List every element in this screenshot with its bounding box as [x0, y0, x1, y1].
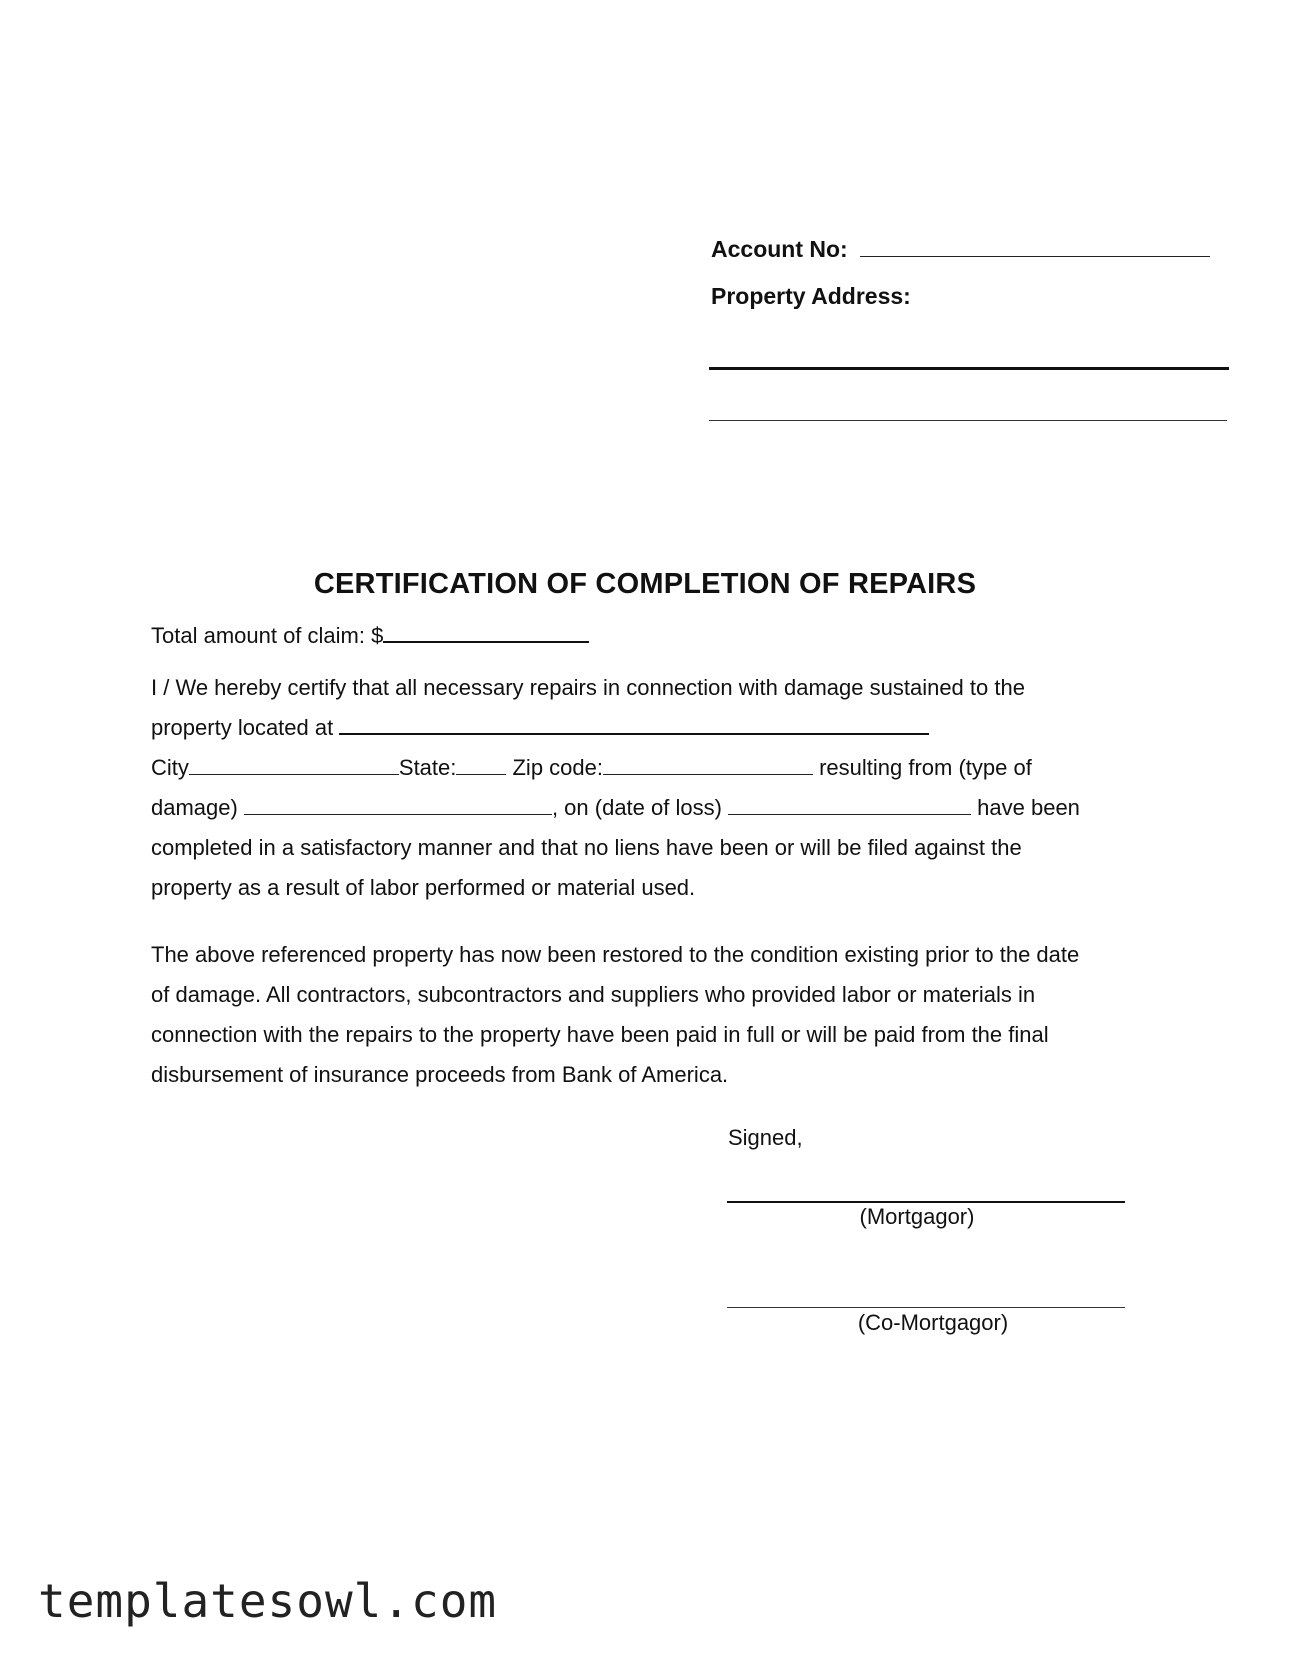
- property-location-field[interactable]: [339, 713, 929, 735]
- state-field[interactable]: [456, 754, 506, 775]
- certification-paragraph: [151, 668, 1141, 908]
- property-address-field-2[interactable]: [709, 420, 1227, 421]
- damage-date-row: [151, 788, 1141, 828]
- account-number-label: Account No:: [711, 236, 848, 262]
- paragraph-line: connection with the repairs to the property have been paid in full or will be paid from the final: [151, 1022, 1049, 1047]
- property-location-row: [151, 708, 1141, 748]
- city-label: City: [151, 755, 189, 780]
- resulting-from-label: resulting from (type of: [812, 755, 1032, 780]
- mortgagor-signature-field[interactable]: [727, 1201, 1125, 1203]
- property-address-field-1[interactable]: [709, 367, 1229, 370]
- zip-field[interactable]: [603, 754, 813, 775]
- paragraph-line: completed in a satisfactory manner and that no liens have been or will be filed against the: [151, 835, 1022, 860]
- city-field[interactable]: [189, 754, 399, 775]
- co-mortgagor-signature-field[interactable]: [727, 1307, 1125, 1308]
- damage-type-label: damage): [151, 795, 244, 820]
- property-address-label: Property Address:: [711, 283, 911, 309]
- mortgagor-label: (Mortgagor): [859, 1204, 975, 1229]
- state-label: State:: [398, 755, 457, 780]
- co-mortgagor-label: (Co-Mortgagor): [857, 1310, 1009, 1335]
- damage-type-field[interactable]: [244, 794, 552, 815]
- claim-amount-label: Total amount of claim: $: [151, 623, 384, 648]
- have-been-label: have been: [971, 795, 1080, 820]
- date-of-loss-field[interactable]: [728, 794, 971, 815]
- claim-amount-row: [151, 621, 589, 649]
- paragraph-line: I / We hereby certify that all necessary repairs in connection with damage sustained to the: [151, 675, 1025, 700]
- date-of-loss-label: , on (date of loss): [551, 795, 729, 820]
- restoration-paragraph: [151, 935, 1141, 1095]
- paragraph-line: property as a result of labor performed or material used.: [151, 875, 696, 900]
- paragraph-line: disbursement of insurance proceeds from Bank of America.: [151, 1062, 729, 1087]
- claim-amount-field[interactable]: [383, 621, 589, 643]
- zip-label: Zip code:: [506, 755, 603, 780]
- signed-label: Signed,: [728, 1125, 803, 1150]
- watermark: templatesowl.com: [38, 1574, 498, 1628]
- account-number-field[interactable]: [860, 236, 1210, 257]
- property-located-label: property located at: [151, 715, 340, 740]
- paragraph-line: of damage. All contractors, subcontractors and suppliers who provided labor or materials in: [151, 982, 1036, 1007]
- account-number-row: [711, 236, 1210, 263]
- page-title: CERTIFICATION OF COMPLETION OF REPAIRS: [313, 568, 977, 600]
- paragraph-line: The above referenced property has now been restored to the condition existing prior to the date: [151, 942, 1080, 967]
- city-state-zip-row: [151, 748, 1141, 788]
